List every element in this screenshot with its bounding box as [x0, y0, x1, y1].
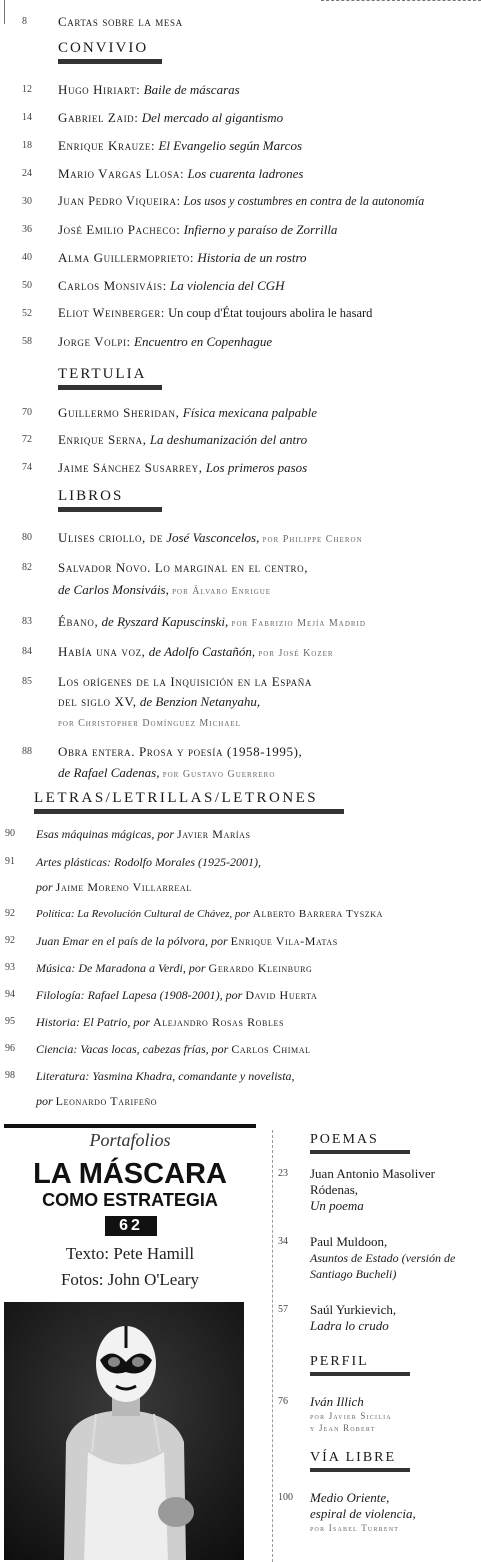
author: Guillermo Sheridan, — [58, 405, 180, 420]
author: Alejandro Rosas Robles — [153, 1015, 285, 1029]
reviewer: por Philippe Cheron — [262, 534, 363, 545]
page-number: 36 — [22, 224, 32, 235]
book-author: José Vasconcelos, — [166, 530, 260, 545]
section-heading-via-libre: VÍA LIBRE — [310, 1450, 410, 1472]
page-number: 8 — [22, 16, 27, 27]
entry-title: Iván Illich — [310, 1394, 364, 1409]
entry-title: Los usos y costumbres en contra de la autonomía — [183, 194, 425, 208]
author: Javier Marías — [177, 827, 251, 841]
entry-title: Filología: Rafael Lapesa (1908-2001), por — [36, 988, 243, 1002]
entry-title: Encuentro en Copenhague — [134, 334, 273, 349]
author: Jaime Sánchez Susarrey, — [58, 460, 203, 475]
book-author: de Rafael Cadenas, — [58, 765, 160, 780]
page-number: 100 — [278, 1492, 293, 1503]
portafolios-rule — [4, 1124, 256, 1128]
book-author: de Adolfo Castañón, — [148, 644, 256, 659]
portafolios-headline[interactable]: LA MÁSCARA — [33, 1158, 227, 1190]
byline: por Isabel Turrent — [310, 1523, 400, 1533]
author: Gerardo Kleinburg — [208, 961, 313, 975]
entry-title: La violencia del CGH — [170, 278, 285, 293]
author: Leonardo Tarifeño — [55, 1094, 158, 1108]
page-number: 14 — [22, 112, 32, 123]
book-author: de Benzion Netanyahu, — [139, 694, 261, 709]
book-author: de Carlos Monsiváis, — [58, 582, 169, 597]
author: José Emilio Pacheco: — [58, 222, 181, 237]
page-number: 95 — [5, 1016, 15, 1027]
entry-title: Ladra lo crudo — [310, 1318, 389, 1333]
author: Carlos Monsiváis: — [58, 278, 167, 293]
page-number: 40 — [22, 252, 32, 263]
entry-title: La deshumanización del antro — [149, 432, 308, 447]
entry-title: Historia de un rostro — [197, 250, 307, 265]
page-number: 58 — [22, 336, 32, 347]
entry-title: Política: La Revolución Cultural de Chávez, por — [36, 908, 251, 920]
author: Alma Guillermoprieto: — [58, 250, 195, 265]
section-heading-letras: LETRAS/LETRILLAS/LETRONES — [34, 790, 344, 814]
section-bar — [58, 385, 162, 390]
reviewer: por Christopher Domínguez Michael — [58, 718, 241, 729]
section-bar — [58, 507, 162, 512]
entry-title: Música: De Maradona a Verdi, por — [36, 961, 206, 975]
section-heading-tertulia: TERTULIA — [58, 366, 162, 390]
page-number: 57 — [278, 1304, 288, 1315]
entry-title: Los primeros pasos — [205, 460, 308, 475]
entry-title: Del mercado al gigantismo — [141, 110, 284, 125]
page-number: 92 — [5, 935, 15, 946]
entry-title: Historia: El Patrio, por — [36, 1015, 151, 1029]
author: Paul Muldoon, — [310, 1234, 388, 1249]
section-heading-libros: LIBROS — [58, 488, 162, 512]
page-number: 30 — [22, 196, 32, 207]
entry-title: Baile de máscaras — [143, 82, 240, 97]
author: Eliot Weinberger: — [58, 306, 165, 320]
entry-title: Un coup d'État toujours abolira le hasard — [168, 306, 373, 320]
book-title: Ulises criollo, de — [58, 530, 163, 545]
por-label: por — [36, 880, 53, 894]
entry-title: El Evangelio según Marcos — [158, 138, 303, 153]
author: Juan Pedro Viqueira: — [58, 194, 181, 208]
left-rule — [4, 0, 5, 24]
author: Carlos Chimal — [231, 1042, 311, 1056]
page-number: 50 — [22, 280, 32, 291]
page-number: 34 — [278, 1236, 288, 1247]
entry-title: Asuntos de Estado (versión de Santiago Bucheli) — [310, 1251, 456, 1281]
entry-title: Literatura: Yasmina Khadra, comandante y novelista, — [36, 1069, 295, 1083]
section-bar — [310, 1150, 410, 1154]
page-number: 85 — [22, 676, 32, 687]
author: Jorge Volpi: — [58, 334, 131, 349]
page-number: 90 — [5, 828, 15, 839]
page-number: 52 — [22, 308, 32, 319]
page-number: 24 — [22, 168, 32, 179]
page-number: 92 — [5, 908, 15, 919]
reviewer: por Gustavo Guerrero — [162, 769, 276, 780]
author: Saúl Yurkievich, — [310, 1302, 397, 1317]
page-number: 70 — [22, 407, 32, 418]
entry-title: Medio Oriente, — [310, 1490, 390, 1505]
page-number: 91 — [5, 856, 15, 867]
page-number: 12 — [22, 84, 32, 95]
column-divider — [272, 1130, 273, 1562]
page-number: 83 — [22, 616, 32, 627]
author: Juan Antonio Masoliver Ródenas, — [310, 1166, 435, 1197]
entry-title: Física mexicana palpable — [182, 405, 318, 420]
page-number: 98 — [5, 1070, 15, 1081]
entry-title: Cartas sobre la mesa — [58, 14, 183, 29]
book-author: de Ryszard Kapuscinski, — [101, 614, 229, 629]
page-number: 74 — [22, 462, 32, 473]
author: Jaime Moreno Villarreal — [55, 880, 192, 894]
section-bar — [58, 59, 162, 64]
entry-title: Artes plásticas: Rodolfo Morales (1925-2001), — [36, 855, 261, 869]
book-title: del siglo XV, — [58, 694, 137, 709]
byline: y Jean Robert — [310, 1423, 376, 1433]
entry-title: Un poema — [310, 1198, 364, 1213]
section-bar — [310, 1372, 410, 1376]
entry-title: Esas máquinas mágicas, por — [36, 827, 175, 841]
entry-title: espiral de violencia, — [310, 1506, 416, 1521]
page-number: 88 — [22, 746, 32, 757]
photo-credit: Fotos: John O'Leary — [60, 1270, 200, 1289]
reviewer: por Fabrizio Mejía Madrid — [231, 618, 366, 629]
author: Alberto Barrera Tyszka — [252, 908, 384, 920]
page-number: 96 — [5, 1043, 15, 1054]
page-number: 80 — [22, 532, 32, 543]
page-number: 76 — [278, 1396, 288, 1407]
book-title: Obra entera. Prosa y poesía (1958-1995), — [58, 744, 303, 759]
section-bar — [310, 1468, 410, 1472]
book-title: Había una voz, — [58, 644, 146, 659]
page-number: 82 — [22, 562, 32, 573]
page-number: 72 — [22, 434, 32, 445]
portafolios-page-number: 62 — [105, 1216, 157, 1236]
page-number: 93 — [5, 962, 15, 973]
book-title: Los orígenes de la Inquisición en la España — [58, 674, 312, 689]
author: Gabriel Zaid: — [58, 110, 139, 125]
book-title: Ébano, — [58, 614, 99, 629]
top-dashed-rule — [321, 0, 481, 1]
author: Enrique Serna, — [58, 432, 147, 447]
section-heading-convivio: CONVIVIO — [58, 40, 162, 64]
masked-wrestler-photo — [4, 1302, 244, 1560]
entry-title: Los cuarenta ladrones — [187, 166, 304, 181]
entry-title: Infierno y paraíso de Zorrilla — [183, 222, 338, 237]
entry-title: Ciencia: Vacas locas, cabezas frías, por — [36, 1042, 229, 1056]
portafolios-subheadline[interactable]: COMO ESTRATEGIA — [42, 1190, 218, 1210]
por-label: por — [36, 1094, 53, 1108]
reviewer: por Álvaro Enrigue — [172, 586, 272, 597]
text-credit: Texto: Pete Hamill — [65, 1244, 195, 1263]
author: Enrique Krauze: — [58, 138, 156, 153]
author: David Huerta — [245, 988, 318, 1002]
book-title: Salvador Novo. Lo marginal en el centro, — [58, 560, 309, 575]
author: Mario Vargas Llosa: — [58, 166, 185, 181]
section-bar — [34, 809, 344, 814]
reviewer: por José Kozer — [258, 648, 334, 659]
page-number: 94 — [5, 989, 15, 1000]
portafolios-title: Portafolios — [89, 1130, 171, 1150]
entry-title: Juan Emar en el país de la pólvora, por — [36, 934, 228, 948]
section-heading-perfil: PERFIL — [310, 1354, 410, 1376]
page-number: 84 — [22, 646, 32, 657]
author: Hugo Hiriart: — [58, 82, 141, 97]
page-number: 23 — [278, 1168, 288, 1179]
page-number: 18 — [22, 140, 32, 151]
section-heading-poemas: POEMAS — [310, 1132, 410, 1154]
author: Enrique Vila-Matas — [230, 934, 338, 948]
byline: por Javier Sicilia — [310, 1411, 392, 1421]
